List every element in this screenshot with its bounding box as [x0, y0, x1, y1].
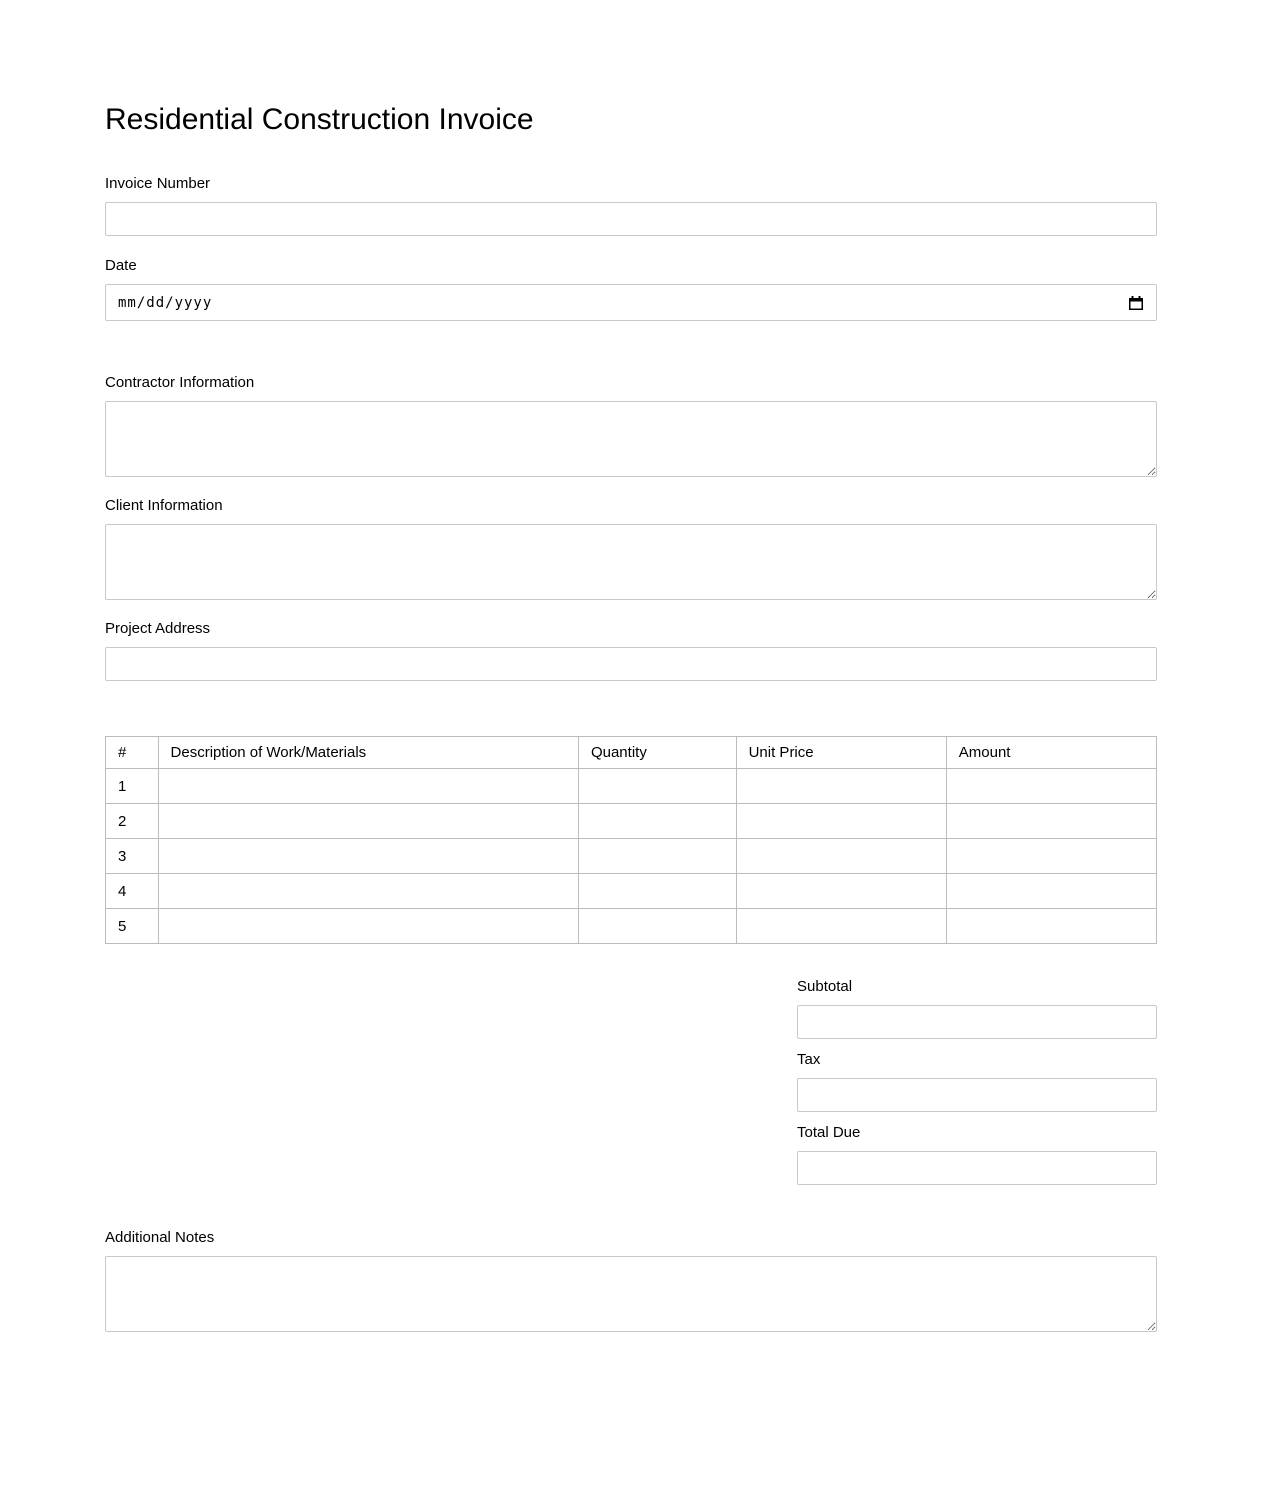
calendar-icon[interactable]	[1128, 295, 1144, 311]
item-amount-cell[interactable]	[946, 909, 1156, 944]
client-info-textarea[interactable]	[105, 524, 1157, 600]
row-number-cell: 5	[106, 909, 159, 944]
client-info-label: Client Information	[105, 497, 223, 514]
header-description: Description of Work/Materials	[158, 737, 578, 769]
row-number-cell: 2	[106, 804, 159, 839]
invoice-number-label: Invoice Number	[105, 175, 211, 192]
total-due-group	[797, 1123, 1157, 1185]
subtotal-label: Subtotal	[797, 978, 853, 995]
item-description-cell[interactable]	[158, 769, 578, 804]
item-unit-price-cell[interactable]	[736, 769, 946, 804]
invoice-form	[105, 0, 1157, 1392]
header-number: #	[106, 737, 159, 769]
header-quantity: Quantity	[578, 737, 736, 769]
table-row	[106, 839, 1157, 874]
contractor-info-group	[105, 373, 1157, 477]
date-input[interactable]	[105, 284, 1157, 321]
item-quantity-cell[interactable]	[578, 839, 736, 874]
totals-section	[797, 977, 1157, 1185]
item-unit-price-cell[interactable]	[736, 909, 946, 944]
subtotal-group	[797, 977, 1157, 1039]
total-due-label: Total Due	[797, 1124, 861, 1141]
contractor-info-label: Contractor Information	[105, 374, 255, 391]
item-quantity-cell[interactable]	[578, 804, 736, 839]
item-quantity-cell[interactable]	[578, 909, 736, 944]
invoice-number-input[interactable]	[105, 202, 1157, 236]
page-title: Residential Construction Invoice	[105, 103, 534, 136]
header-unit-price: Unit Price	[736, 737, 946, 769]
project-address-label: Project Address	[105, 620, 211, 637]
item-unit-price-cell[interactable]	[736, 874, 946, 909]
item-unit-price-cell[interactable]	[736, 839, 946, 874]
date-group	[105, 256, 1157, 321]
item-description-cell[interactable]	[158, 874, 578, 909]
project-address-group	[105, 619, 1157, 681]
item-unit-price-cell[interactable]	[736, 804, 946, 839]
item-quantity-cell[interactable]	[578, 874, 736, 909]
item-description-cell[interactable]	[158, 909, 578, 944]
subtotal-input[interactable]	[797, 1005, 1157, 1039]
item-quantity-cell[interactable]	[578, 769, 736, 804]
row-number-cell: 1	[106, 769, 159, 804]
additional-notes-group	[105, 1228, 1157, 1392]
date-value: mm/dd/yyyy	[118, 294, 213, 311]
header-amount: Amount	[946, 737, 1156, 769]
table-header-row	[106, 737, 1157, 769]
table-row	[106, 874, 1157, 909]
item-amount-cell[interactable]	[946, 804, 1156, 839]
invoice-number-group	[105, 174, 1157, 236]
tax-input[interactable]	[797, 1078, 1157, 1112]
item-description-cell[interactable]	[158, 804, 578, 839]
total-due-input[interactable]	[797, 1151, 1157, 1185]
row-number-cell: 3	[106, 839, 159, 874]
project-address-input[interactable]	[105, 647, 1157, 681]
additional-notes-textarea[interactable]	[105, 1256, 1157, 1332]
tax-label: Tax	[797, 1051, 821, 1068]
client-info-group	[105, 496, 1157, 600]
item-amount-cell[interactable]	[946, 874, 1156, 909]
tax-group	[797, 1050, 1157, 1112]
additional-notes-label: Additional Notes	[105, 1229, 215, 1246]
contractor-info-textarea[interactable]	[105, 401, 1157, 477]
date-label: Date	[105, 257, 137, 274]
table-row	[106, 909, 1157, 944]
line-items-table	[105, 736, 1157, 944]
item-amount-cell[interactable]	[946, 769, 1156, 804]
table-row	[106, 769, 1157, 804]
row-number-cell: 4	[106, 874, 159, 909]
table-row	[106, 804, 1157, 839]
item-description-cell[interactable]	[158, 839, 578, 874]
item-amount-cell[interactable]	[946, 839, 1156, 874]
